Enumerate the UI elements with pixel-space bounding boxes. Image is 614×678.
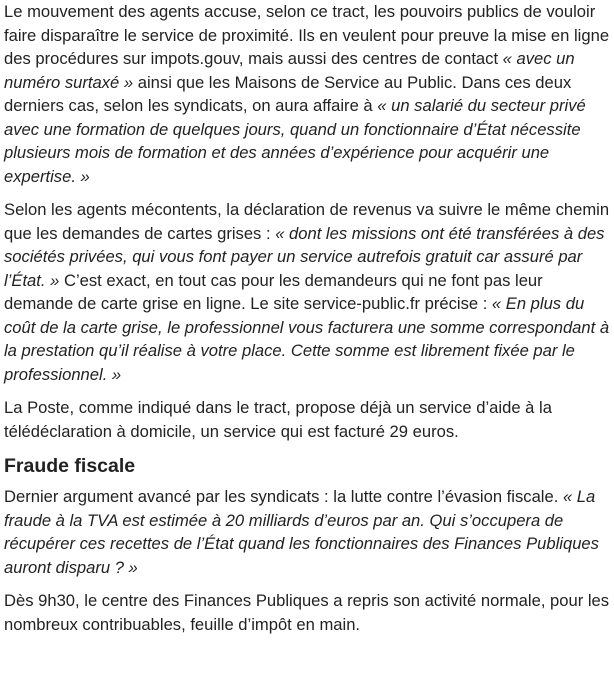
text-run: ainsi que les Maisons de Service au Public. Dans ces deux derniers cas, selon les syndicats, on aura affaire à xyxy=(4,72,572,115)
article-body xyxy=(4,0,612,646)
text-run: Selon les agents mécontents, la déclaration de revenus va suivre le même chemin que les demandes de cartes grises : xyxy=(4,200,610,243)
text-run: La Poste, comme indiqué dans le tract, propose déjà un service d’aide à la télédéclaration à domicile, un service qui est facturé 29 euros. xyxy=(4,398,552,441)
section-heading: Fraude fiscale xyxy=(4,455,136,477)
paragraph-4 xyxy=(4,485,612,579)
text-run: Le mouvement des agents accuse, selon ce tract, les pouvoirs publics de vouloir faire disparaître le service de proximité. Ils en veulent pour preuve la mise en ligne des procédures sur impots.gouv, mais aussi des centres de contact xyxy=(4,2,610,68)
quote-run: « dont les missions ont été transférées à des sociétés privées, qui vous font payer un service autrefois gratuit car assuré par l’État. » xyxy=(4,223,605,290)
paragraph-1 xyxy=(4,0,612,188)
paragraph-5 xyxy=(4,589,612,636)
paragraph-3 xyxy=(4,396,612,443)
text-run: Dernier argument avancé par les syndicats : la lutte contre l’évasion fiscale. xyxy=(4,487,563,506)
text-run: Dès 9h30, le centre des Finances Publiques a repris son activité normale, pour les nombreux contribuables, feuille d’impôt en main. xyxy=(4,591,610,634)
text-run: C’est exact, en tout cas pour les demandeurs qui ne font pas leur demande de carte grise en ligne. Le site service-public.fr précise : xyxy=(4,270,543,313)
paragraph-2 xyxy=(4,198,612,386)
quote-run: « La fraude à la TVA est estimée à 20 milliards d’euros par an. Qui s’occupera de récupérer ces recettes de l’État quand les fonctionnaires des Finances Publiques auront disparu ? » xyxy=(4,487,599,577)
quote-run: « un salarié du secteur privé avec une formation de quelques jours, quand un fonctionnaire d’État nécessite plusieurs mois de formation et des années d’expérience pour acquérir une expertise. » xyxy=(4,96,586,186)
quote-run: « avec un numéro surtaxé » xyxy=(4,49,575,92)
quote-run: « En plus du coût de la carte grise, le professionnel vous facturera une somme correspondant à la prestation qu’il réalise à votre place. Cette somme est librement fixée par le professionnel. » xyxy=(4,294,610,384)
